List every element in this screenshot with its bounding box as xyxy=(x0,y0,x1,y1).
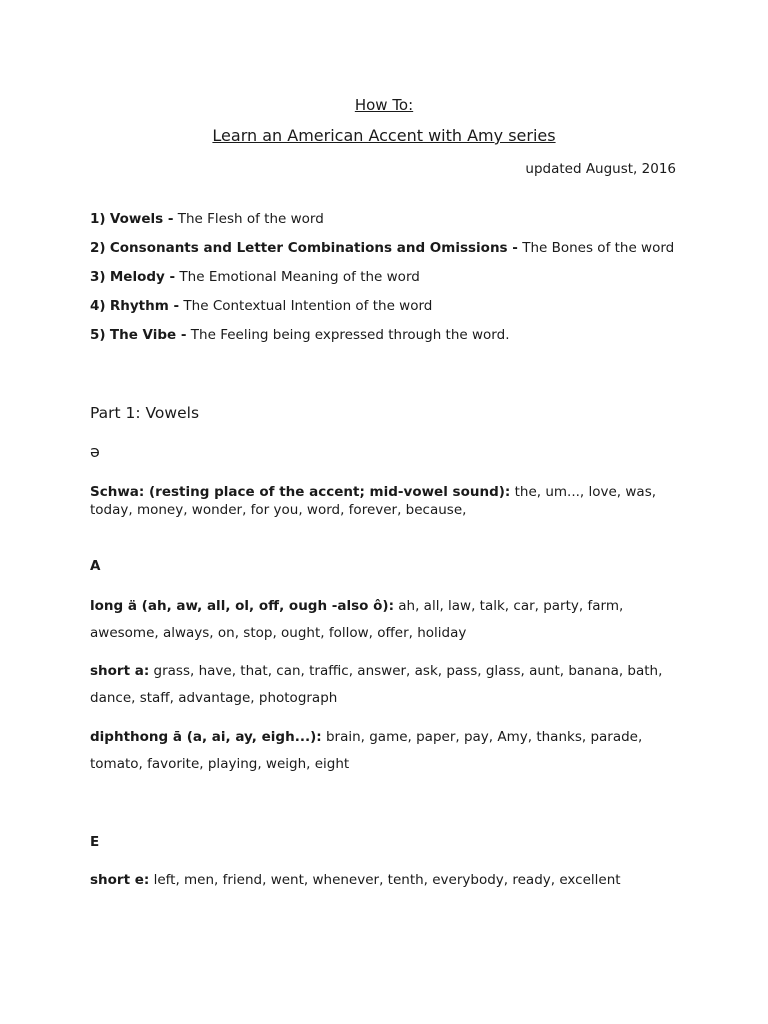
schwa-symbol: ə xyxy=(90,442,100,461)
toc-name: Vowels - xyxy=(109,211,174,227)
toc-number: 2) xyxy=(90,240,106,256)
toc-item-rhythm xyxy=(90,297,674,326)
short-e-examples: left, men, friend, went, whenever, tenth, everybody, ready, excellent xyxy=(149,872,621,888)
toc-desc: The Feeling being expressed through the word. xyxy=(186,327,510,343)
toc-number: 3) xyxy=(90,269,106,285)
toc-item-vowels xyxy=(90,210,674,239)
toc-item-consonants xyxy=(90,239,674,268)
toc-desc: The Bones of the word xyxy=(517,240,675,256)
toc-name: Melody - xyxy=(109,269,176,285)
table-of-contents xyxy=(90,210,674,355)
part1-heading: Part 1: Vowels xyxy=(90,404,200,422)
toc-desc: The Emotional Meaning of the word xyxy=(175,269,420,285)
updated-date: updated August, 2016 xyxy=(525,161,676,177)
short-a-examples: grass, have, that, can, traffic, answer, ask, pass, glass, aunt, banana, bath, dance, staff, advantage, photograph xyxy=(90,663,663,706)
diphthong-a-label: diphthong ā (a, ai, ay, eigh...): xyxy=(90,729,322,745)
toc-item-melody xyxy=(90,268,674,297)
schwa-examples: the, um..., love, was, today, money, wonder, for you, word, forever, because, xyxy=(90,484,657,518)
toc-number: 1) xyxy=(90,211,106,227)
short-e-label: short e: xyxy=(90,872,150,888)
schwa-label: Schwa: (resting place of the accent; mid-vowel sound): xyxy=(90,484,511,500)
diphthong-a-paragraph xyxy=(90,724,690,778)
section-letter-a: A xyxy=(90,558,101,574)
toc-desc: The Flesh of the word xyxy=(173,211,324,227)
toc-name: Consonants and Letter Combinations and Omissions - xyxy=(109,240,518,256)
toc-name: Rhythm - xyxy=(109,298,180,314)
toc-number: 4) xyxy=(90,298,106,314)
long-a-paragraph xyxy=(90,593,690,647)
toc-name: The Vibe - xyxy=(109,327,187,343)
toc-desc: The Contextual Intention of the word xyxy=(179,298,433,314)
schwa-paragraph xyxy=(90,483,690,519)
short-a-label: short a: xyxy=(90,663,150,679)
long-a-examples: ah, all, law, talk, car, party, farm, awesome, always, on, stop, ought, follow, offer, holiday xyxy=(90,598,624,641)
section-letter-e: E xyxy=(90,834,100,850)
short-e-paragraph xyxy=(90,871,690,889)
title-line-2: Learn an American Accent with Amy series xyxy=(212,126,556,145)
toc-item-vibe xyxy=(90,326,674,355)
diphthong-a-examples: brain, game, paper, pay, Amy, thanks, parade, tomato, favorite, playing, weigh, eight xyxy=(90,729,643,772)
toc-number: 5) xyxy=(90,327,106,343)
title-line-1: How To: xyxy=(354,96,414,114)
long-a-label: long ä (ah, aw, all, ol, off, ough -also ô): xyxy=(90,598,394,614)
short-a-paragraph xyxy=(90,658,690,712)
